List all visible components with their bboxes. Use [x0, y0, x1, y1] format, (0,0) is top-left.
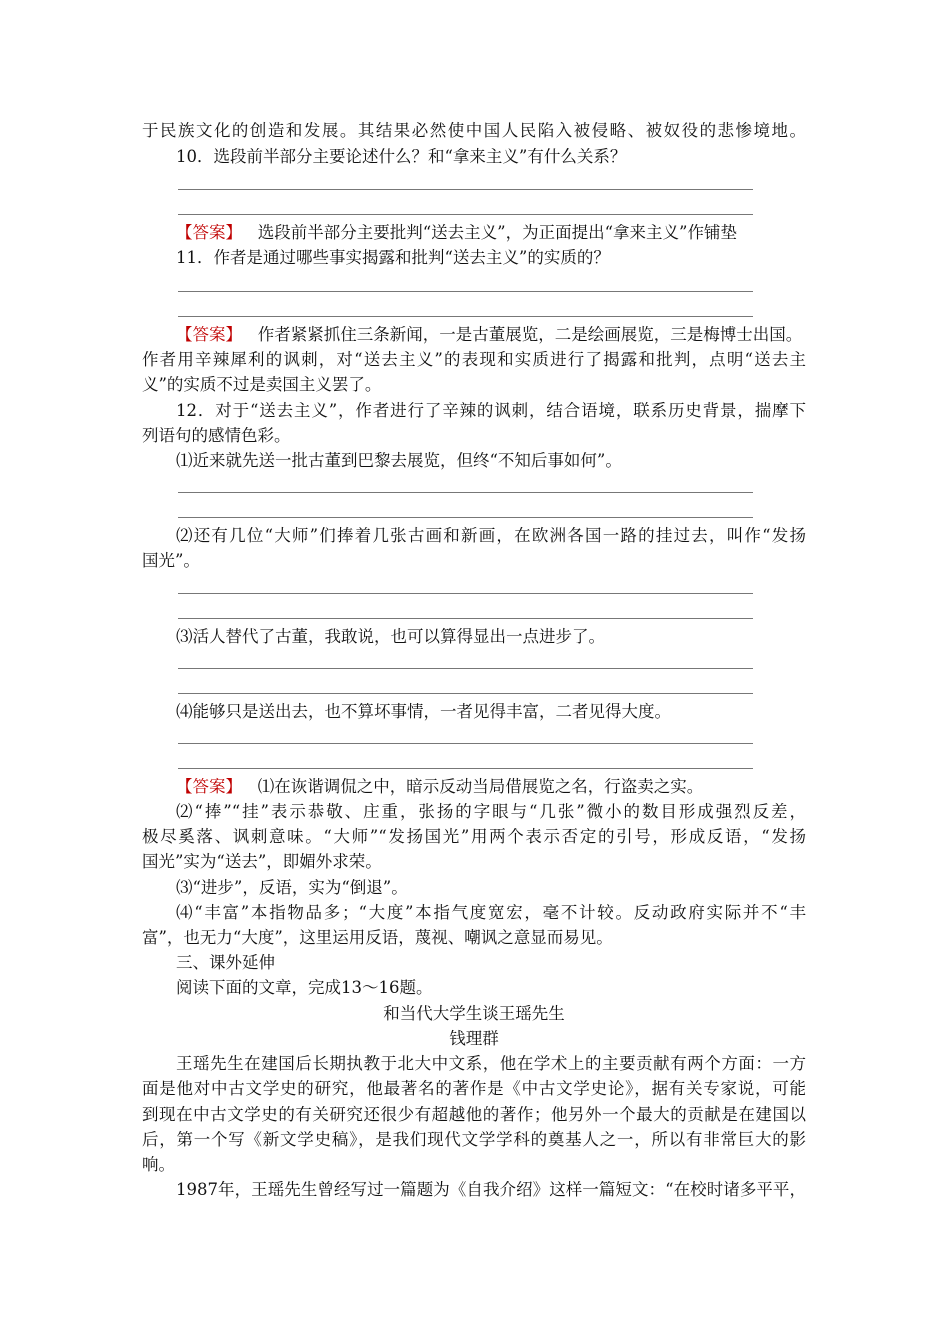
body-line: 面是他对中古文学史的研究，他最著名的著作是《中古文学史论》，据有关专家说，可能: [142, 1079, 806, 1098]
answer-blank-line: [178, 189, 753, 190]
article-author: 钱理群: [449, 1029, 499, 1048]
answer-blank-line: [178, 743, 753, 744]
answer-blank-line: [178, 214, 753, 215]
body-line: 到现在中古文学史的有关研究还很少有超越他的著作；他另外一个最大的贡献是在建国以: [142, 1105, 806, 1124]
article-title: 和当代大学生谈王瑶先生: [383, 1004, 565, 1023]
question-11: 11．作者是通过哪些事实揭露和批判“送去主义”的实质的？: [176, 248, 610, 267]
answer-blank-line: [178, 492, 753, 493]
answer-blank-line: [178, 618, 753, 619]
answer-tag: 【答案】: [176, 325, 242, 344]
answer-12-line: ⑷“丰富”本指物品多；“大度”本指气度宽宏，毫不计较。反动政府实际并不“丰: [176, 903, 806, 922]
answer-12-line: 极尽奚落、讽刺意味。“大师”“发扬国光”用两个表示否定的引号，形成反语，“发扬: [142, 827, 806, 846]
answer-blank-line: [178, 668, 753, 669]
question-10: 10．选段前半部分主要论述什么？和“拿来主义”有什么关系？: [176, 147, 627, 166]
answer-11: [176, 323, 802, 347]
section-heading: 三、课外延伸: [176, 953, 275, 972]
answer-tag: 【答案】: [176, 777, 242, 796]
answer-12-line: ⑶“进步”，反语，实为“倒退”。: [176, 878, 408, 897]
body-line: 响。: [142, 1155, 175, 1174]
answer-11-line: 义”的实质不过是卖国主义罢了。: [142, 375, 382, 394]
answer-blank-line: [178, 593, 753, 594]
answer-blank-line: [178, 693, 753, 694]
answer-text: 选段前半部分主要批判“送去主义”，为正面提出“拿来主义”作铺垫: [257, 223, 737, 242]
question-12: 12．对于“送去主义”，作者进行了辛辣的讽刺，结合语境，联系历史背景，揣摩下: [176, 401, 806, 420]
answer-blank-line: [178, 517, 753, 518]
answer-text: 作者紧紧抓住三条新闻，一是古董展览，二是绘画展览，三是梅博士出国。: [257, 325, 803, 344]
answer-12-line: 富”，也无力“大度”，这里运用反语，蔑视、嘲讽之意显而易见。: [142, 928, 613, 947]
paragraph-line: 于民族文化的创造和发展。其结果必然使中国人民陷入被侵略、被奴役的悲惨境地。: [142, 121, 806, 140]
answer-blank-line: [178, 291, 753, 292]
instruction: 阅读下面的文章，完成13～16题。: [176, 978, 433, 997]
body-line: 后，第一个写《新文学史稿》，是我们现代文学学科的奠基人之一，所以有非常巨大的影: [142, 1130, 806, 1149]
answer-12-line: ⑵“捧”“挂”表示恭敬、庄重，张扬的字眼与“几张”微小的数目形成强烈反差，: [176, 802, 806, 821]
answer-10: [176, 221, 737, 245]
answer-blank-line: [178, 316, 753, 317]
question-12-line: 列语句的感情色彩。: [142, 426, 291, 445]
answer-12: [176, 775, 703, 799]
body-line: 1987年，王瑶先生曾经写过一篇题为《自我介绍》这样一篇短文：“在校时诸多平平，: [176, 1180, 806, 1199]
answer-11-line: 作者用辛辣犀利的讽刺，对“送去主义”的表现和实质进行了揭露和批判，点明“送去主: [142, 350, 806, 369]
answer-12-line: 国光”实为“送去”，即媚外求荣。: [142, 852, 382, 871]
question-12-2: ⑵还有几位“大师”们捧着几张古画和新画，在欧洲各国一路的挂过去，叫作“发扬: [176, 526, 806, 545]
question-12-3: ⑶活人替代了古董，我敢说，也可以算得显出一点进步了。: [176, 627, 605, 646]
question-12-2-line: 国光”。: [142, 551, 200, 570]
question-12-4: ⑷能够只是送出去，也不算坏事情，一者见得丰富，二者见得大度。: [176, 702, 671, 721]
question-12-1: ⑴近来就先送一批古董到巴黎去展览，但终“不知后事如何”。: [176, 451, 622, 470]
body-line: 王瑶先生在建国后长期执教于北大中文系，他在学术上的主要贡献有两个方面：一方: [176, 1054, 806, 1073]
answer-text: ⑴在诙谐调侃之中，暗示反动当局借展览之名，行盗卖之实。: [257, 777, 704, 796]
answer-tag: 【答案】: [176, 223, 242, 242]
answer-blank-line: [178, 768, 753, 769]
